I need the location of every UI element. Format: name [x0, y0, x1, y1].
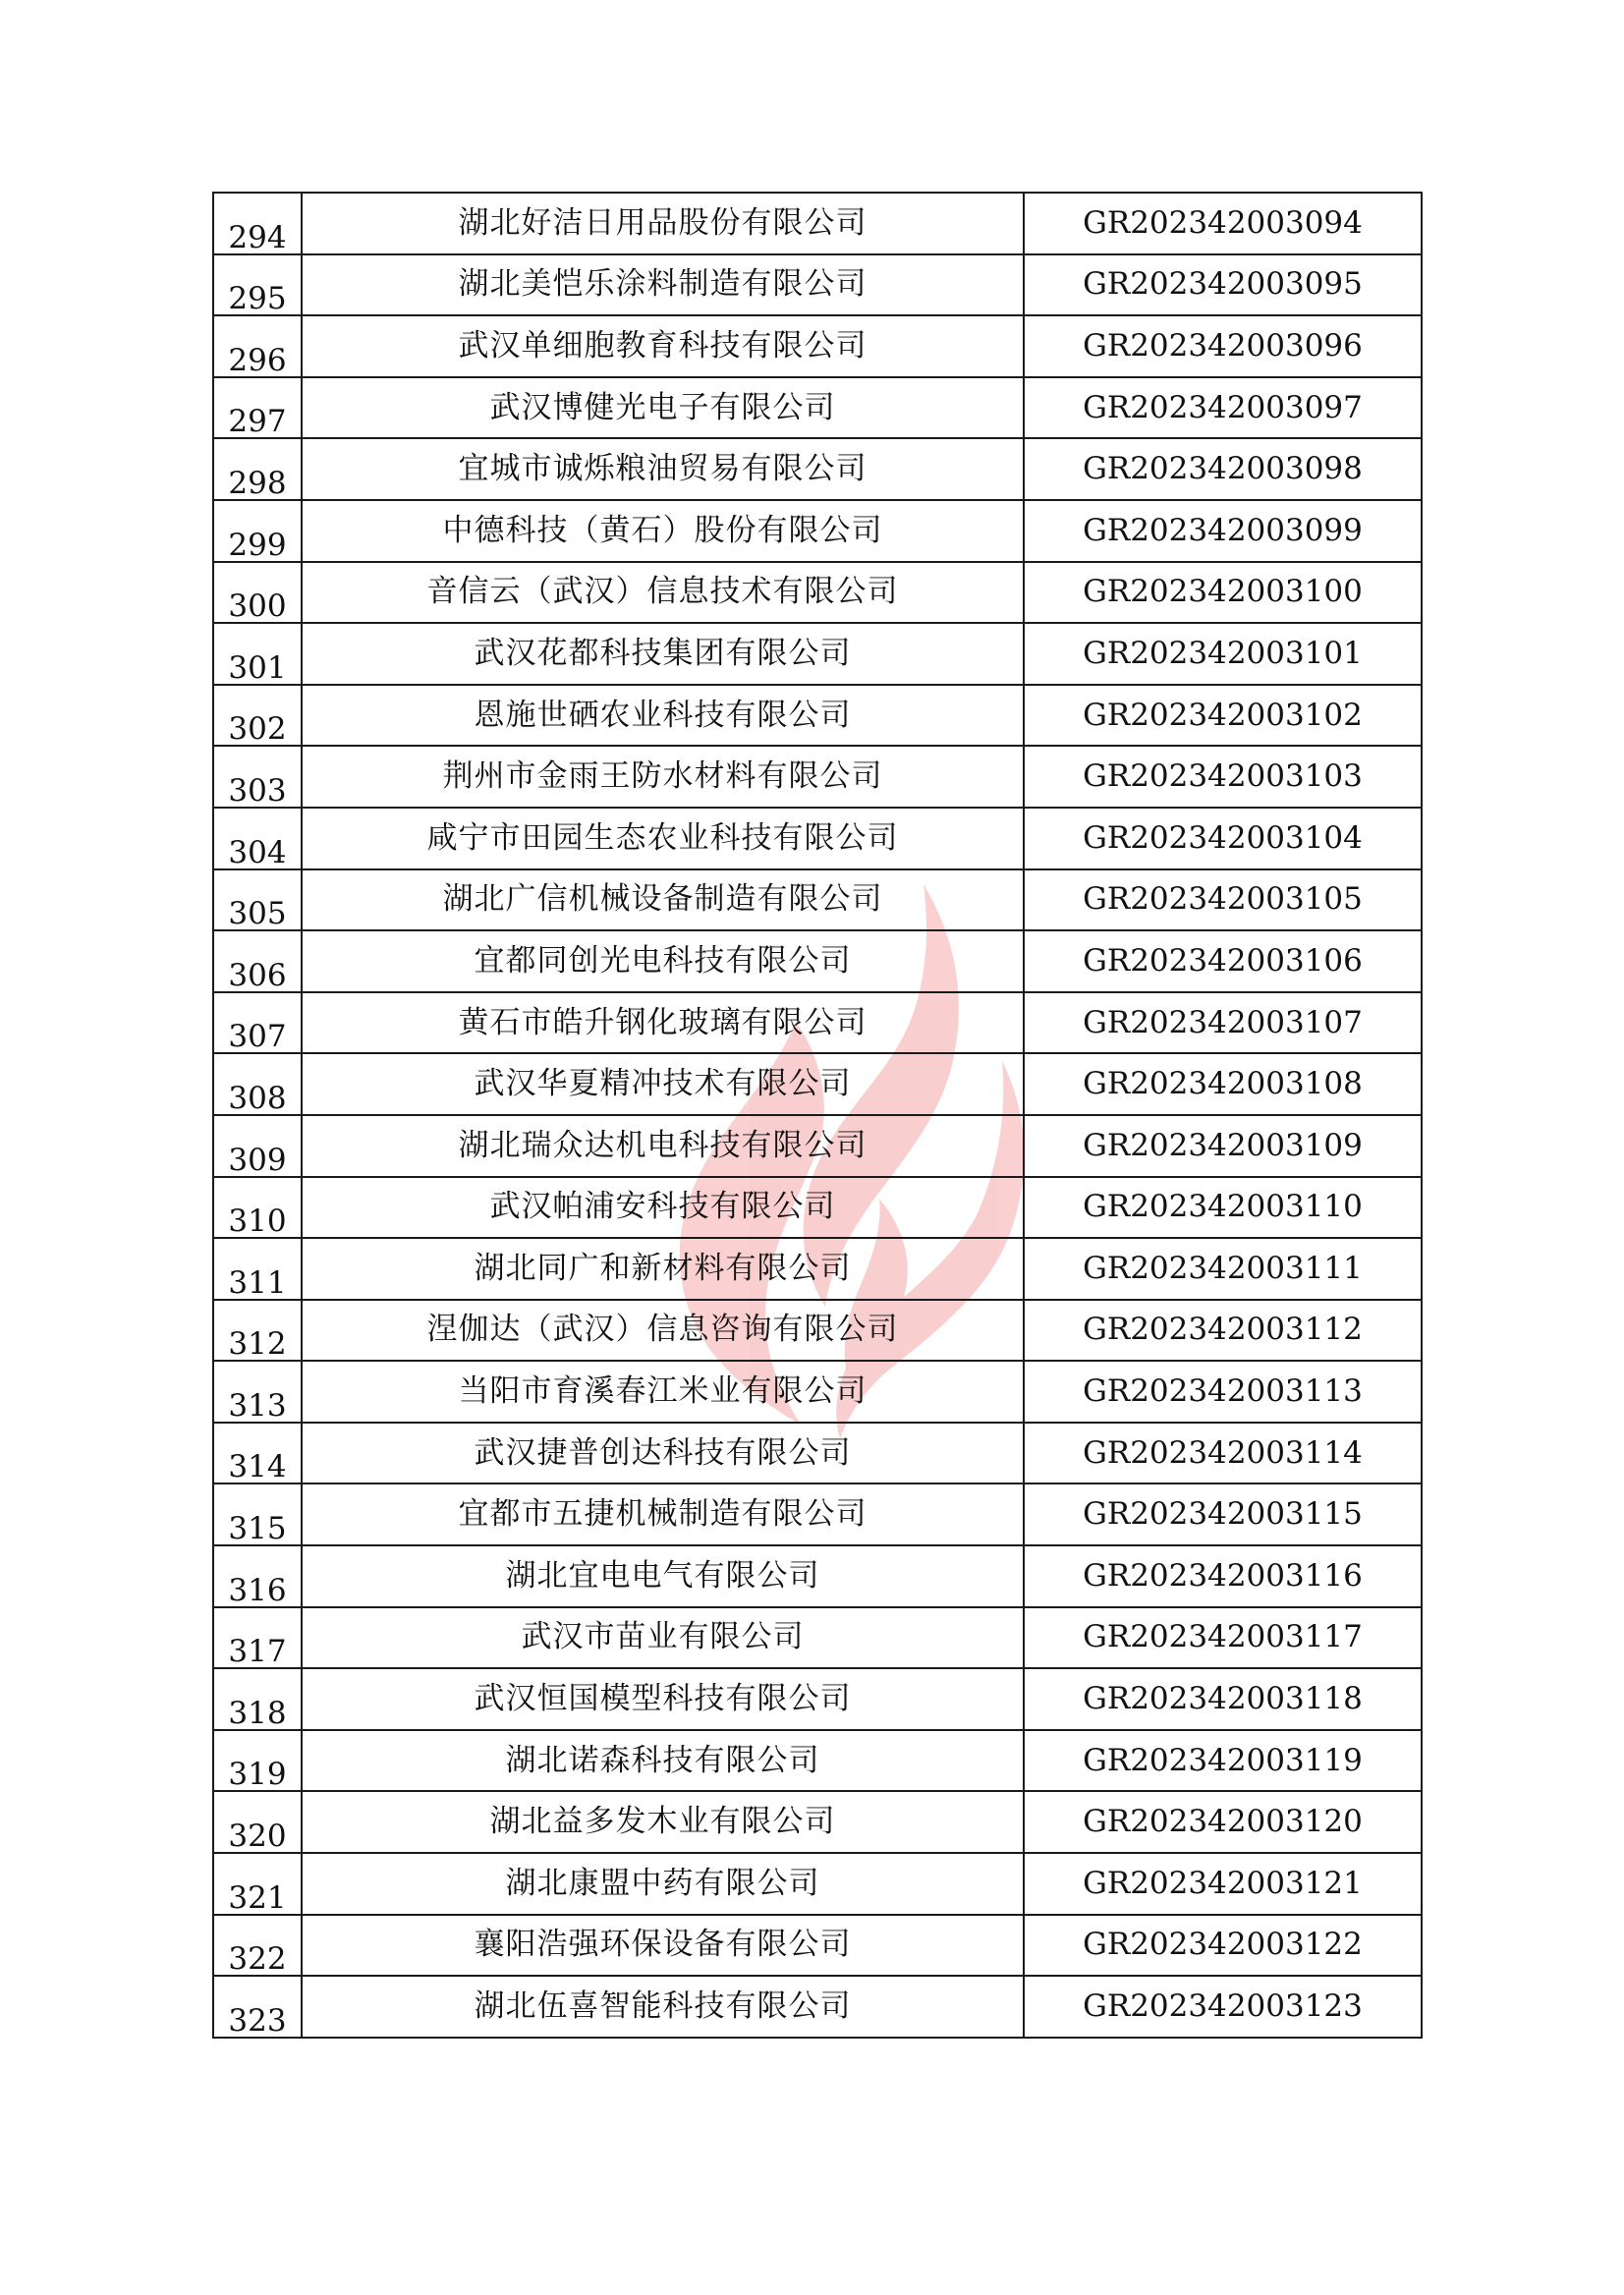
table-row	[213, 1668, 1422, 1730]
table-row	[213, 930, 1422, 992]
row-number-cell: 298	[213, 438, 302, 500]
company-name-cell: 荆州市金雨王防水材料有限公司	[302, 746, 1024, 808]
row-number-cell: 316	[213, 1545, 302, 1607]
row-number-cell: 302	[213, 685, 302, 747]
company-name-cell: 湖北宜电电气有限公司	[302, 1545, 1024, 1607]
company-name-cell: 宜都同创光电科技有限公司	[302, 930, 1024, 992]
row-number-cell: 323	[213, 1976, 302, 2038]
company-name-cell: 湖北好洁日用品股份有限公司	[302, 193, 1024, 254]
certificate-code-cell: GR202342003108	[1024, 1053, 1422, 1115]
table-row	[213, 623, 1422, 685]
row-number-cell: 318	[213, 1668, 302, 1730]
company-name-cell: 当阳市育溪春江米业有限公司	[302, 1361, 1024, 1423]
company-name-cell: 宜都市五捷机械制造有限公司	[302, 1483, 1024, 1545]
company-name-cell: 音信云（武汉）信息技术有限公司	[302, 562, 1024, 624]
certificate-code-cell: GR202342003104	[1024, 808, 1422, 869]
certificate-code-cell: GR202342003118	[1024, 1668, 1422, 1730]
table-row	[213, 562, 1422, 624]
row-number-cell: 299	[213, 500, 302, 562]
company-name-cell: 武汉博健光电子有限公司	[302, 377, 1024, 439]
certificate-code-cell: GR202342003109	[1024, 1115, 1422, 1177]
table-row	[213, 1853, 1422, 1915]
company-name-cell: 武汉帕浦安科技有限公司	[302, 1177, 1024, 1239]
company-name-cell: 武汉捷普创达科技有限公司	[302, 1423, 1024, 1484]
certificate-code-cell: GR202342003098	[1024, 438, 1422, 500]
table-row	[213, 1238, 1422, 1300]
table-row	[213, 1483, 1422, 1545]
certificate-code-cell: GR202342003099	[1024, 500, 1422, 562]
certificate-code-cell: GR202342003106	[1024, 930, 1422, 992]
table-row	[213, 315, 1422, 377]
company-name-cell: 湖北同广和新材料有限公司	[302, 1238, 1024, 1300]
row-number-cell: 296	[213, 315, 302, 377]
table-row	[213, 1177, 1422, 1239]
table-row	[213, 1976, 1422, 2038]
table-row	[213, 1607, 1422, 1669]
table-row	[213, 808, 1422, 869]
company-name-cell: 武汉单细胞教育科技有限公司	[302, 315, 1024, 377]
certificate-code-cell: GR202342003120	[1024, 1791, 1422, 1853]
table-row	[213, 1300, 1422, 1362]
company-name-cell: 湖北广信机械设备制造有限公司	[302, 869, 1024, 931]
certificate-code-cell: GR202342003112	[1024, 1300, 1422, 1362]
certificate-code-cell: GR202342003094	[1024, 193, 1422, 254]
company-name-cell: 恩施世硒农业科技有限公司	[302, 685, 1024, 747]
table-row	[213, 1361, 1422, 1423]
table-row	[213, 1115, 1422, 1177]
company-name-cell: 湖北诺森科技有限公司	[302, 1730, 1024, 1792]
row-number-cell: 295	[213, 254, 302, 316]
certificate-code-cell: GR202342003105	[1024, 869, 1422, 931]
company-name-cell: 武汉华夏精冲技术有限公司	[302, 1053, 1024, 1115]
table-row	[213, 254, 1422, 316]
row-number-cell: 294	[213, 193, 302, 254]
company-name-cell: 涅伽达（武汉）信息咨询有限公司	[302, 1300, 1024, 1362]
row-number-cell: 322	[213, 1915, 302, 1977]
certificate-code-cell: GR202342003096	[1024, 315, 1422, 377]
certificate-code-cell: GR202342003100	[1024, 562, 1422, 624]
company-name-cell: 黄石市皓升钢化玻璃有限公司	[302, 992, 1024, 1054]
table-row	[213, 193, 1422, 254]
row-number-cell: 304	[213, 808, 302, 869]
row-number-cell: 305	[213, 869, 302, 931]
company-name-cell: 湖北伍喜智能科技有限公司	[302, 1976, 1024, 2038]
row-number-cell: 320	[213, 1791, 302, 1853]
table-row	[213, 1053, 1422, 1115]
table-row	[213, 1791, 1422, 1853]
row-number-cell: 319	[213, 1730, 302, 1792]
table-row	[213, 438, 1422, 500]
row-number-cell: 309	[213, 1115, 302, 1177]
row-number-cell: 317	[213, 1607, 302, 1669]
row-number-cell: 303	[213, 746, 302, 808]
certificate-code-cell: GR202342003121	[1024, 1853, 1422, 1915]
certificate-code-cell: GR202342003123	[1024, 1976, 1422, 2038]
row-number-cell: 314	[213, 1423, 302, 1484]
certificate-code-cell: GR202342003117	[1024, 1607, 1422, 1669]
table-row	[213, 1915, 1422, 1977]
table-row	[213, 500, 1422, 562]
certificate-code-cell: GR202342003119	[1024, 1730, 1422, 1792]
row-number-cell: 297	[213, 377, 302, 439]
row-number-cell: 306	[213, 930, 302, 992]
certificate-code-cell: GR202342003116	[1024, 1545, 1422, 1607]
company-name-cell: 咸宁市田园生态农业科技有限公司	[302, 808, 1024, 869]
table-row	[213, 869, 1422, 931]
row-number-cell: 315	[213, 1483, 302, 1545]
table-row	[213, 992, 1422, 1054]
certificate-code-cell: GR202342003113	[1024, 1361, 1422, 1423]
row-number-cell: 312	[213, 1300, 302, 1362]
certificate-code-cell: GR202342003095	[1024, 254, 1422, 316]
certificate-code-cell: GR202342003102	[1024, 685, 1422, 747]
row-number-cell: 313	[213, 1361, 302, 1423]
certificate-code-cell: GR202342003097	[1024, 377, 1422, 439]
company-name-cell: 湖北瑞众达机电科技有限公司	[302, 1115, 1024, 1177]
company-name-cell: 武汉花都科技集团有限公司	[302, 623, 1024, 685]
table-row	[213, 746, 1422, 808]
table-row	[213, 1730, 1422, 1792]
company-name-cell: 湖北康盟中药有限公司	[302, 1853, 1024, 1915]
row-number-cell: 300	[213, 562, 302, 624]
row-number-cell: 301	[213, 623, 302, 685]
row-number-cell: 308	[213, 1053, 302, 1115]
certificate-code-cell: GR202342003111	[1024, 1238, 1422, 1300]
row-number-cell: 321	[213, 1853, 302, 1915]
certificate-code-cell: GR202342003115	[1024, 1483, 1422, 1545]
table-row	[213, 685, 1422, 747]
table-row	[213, 377, 1422, 439]
company-table	[212, 192, 1423, 2039]
certificate-code-cell: GR202342003114	[1024, 1423, 1422, 1484]
certificate-code-cell: GR202342003107	[1024, 992, 1422, 1054]
company-name-cell: 武汉市苗业有限公司	[302, 1607, 1024, 1669]
company-name-cell: 宜城市诚烁粮油贸易有限公司	[302, 438, 1024, 500]
row-number-cell: 310	[213, 1177, 302, 1239]
certificate-code-cell: GR202342003101	[1024, 623, 1422, 685]
row-number-cell: 307	[213, 992, 302, 1054]
certificate-code-cell: GR202342003110	[1024, 1177, 1422, 1239]
certificate-code-cell: GR202342003122	[1024, 1915, 1422, 1977]
certificate-code-cell: GR202342003103	[1024, 746, 1422, 808]
company-table-body	[213, 193, 1422, 2038]
company-name-cell: 中德科技（黄石）股份有限公司	[302, 500, 1024, 562]
table-row	[213, 1423, 1422, 1484]
company-name-cell: 湖北益多发木业有限公司	[302, 1791, 1024, 1853]
company-name-cell: 武汉恒国模型科技有限公司	[302, 1668, 1024, 1730]
company-name-cell: 襄阳浩强环保设备有限公司	[302, 1915, 1024, 1977]
company-name-cell: 湖北美恺乐涂料制造有限公司	[302, 254, 1024, 316]
table-row	[213, 1545, 1422, 1607]
row-number-cell: 311	[213, 1238, 302, 1300]
